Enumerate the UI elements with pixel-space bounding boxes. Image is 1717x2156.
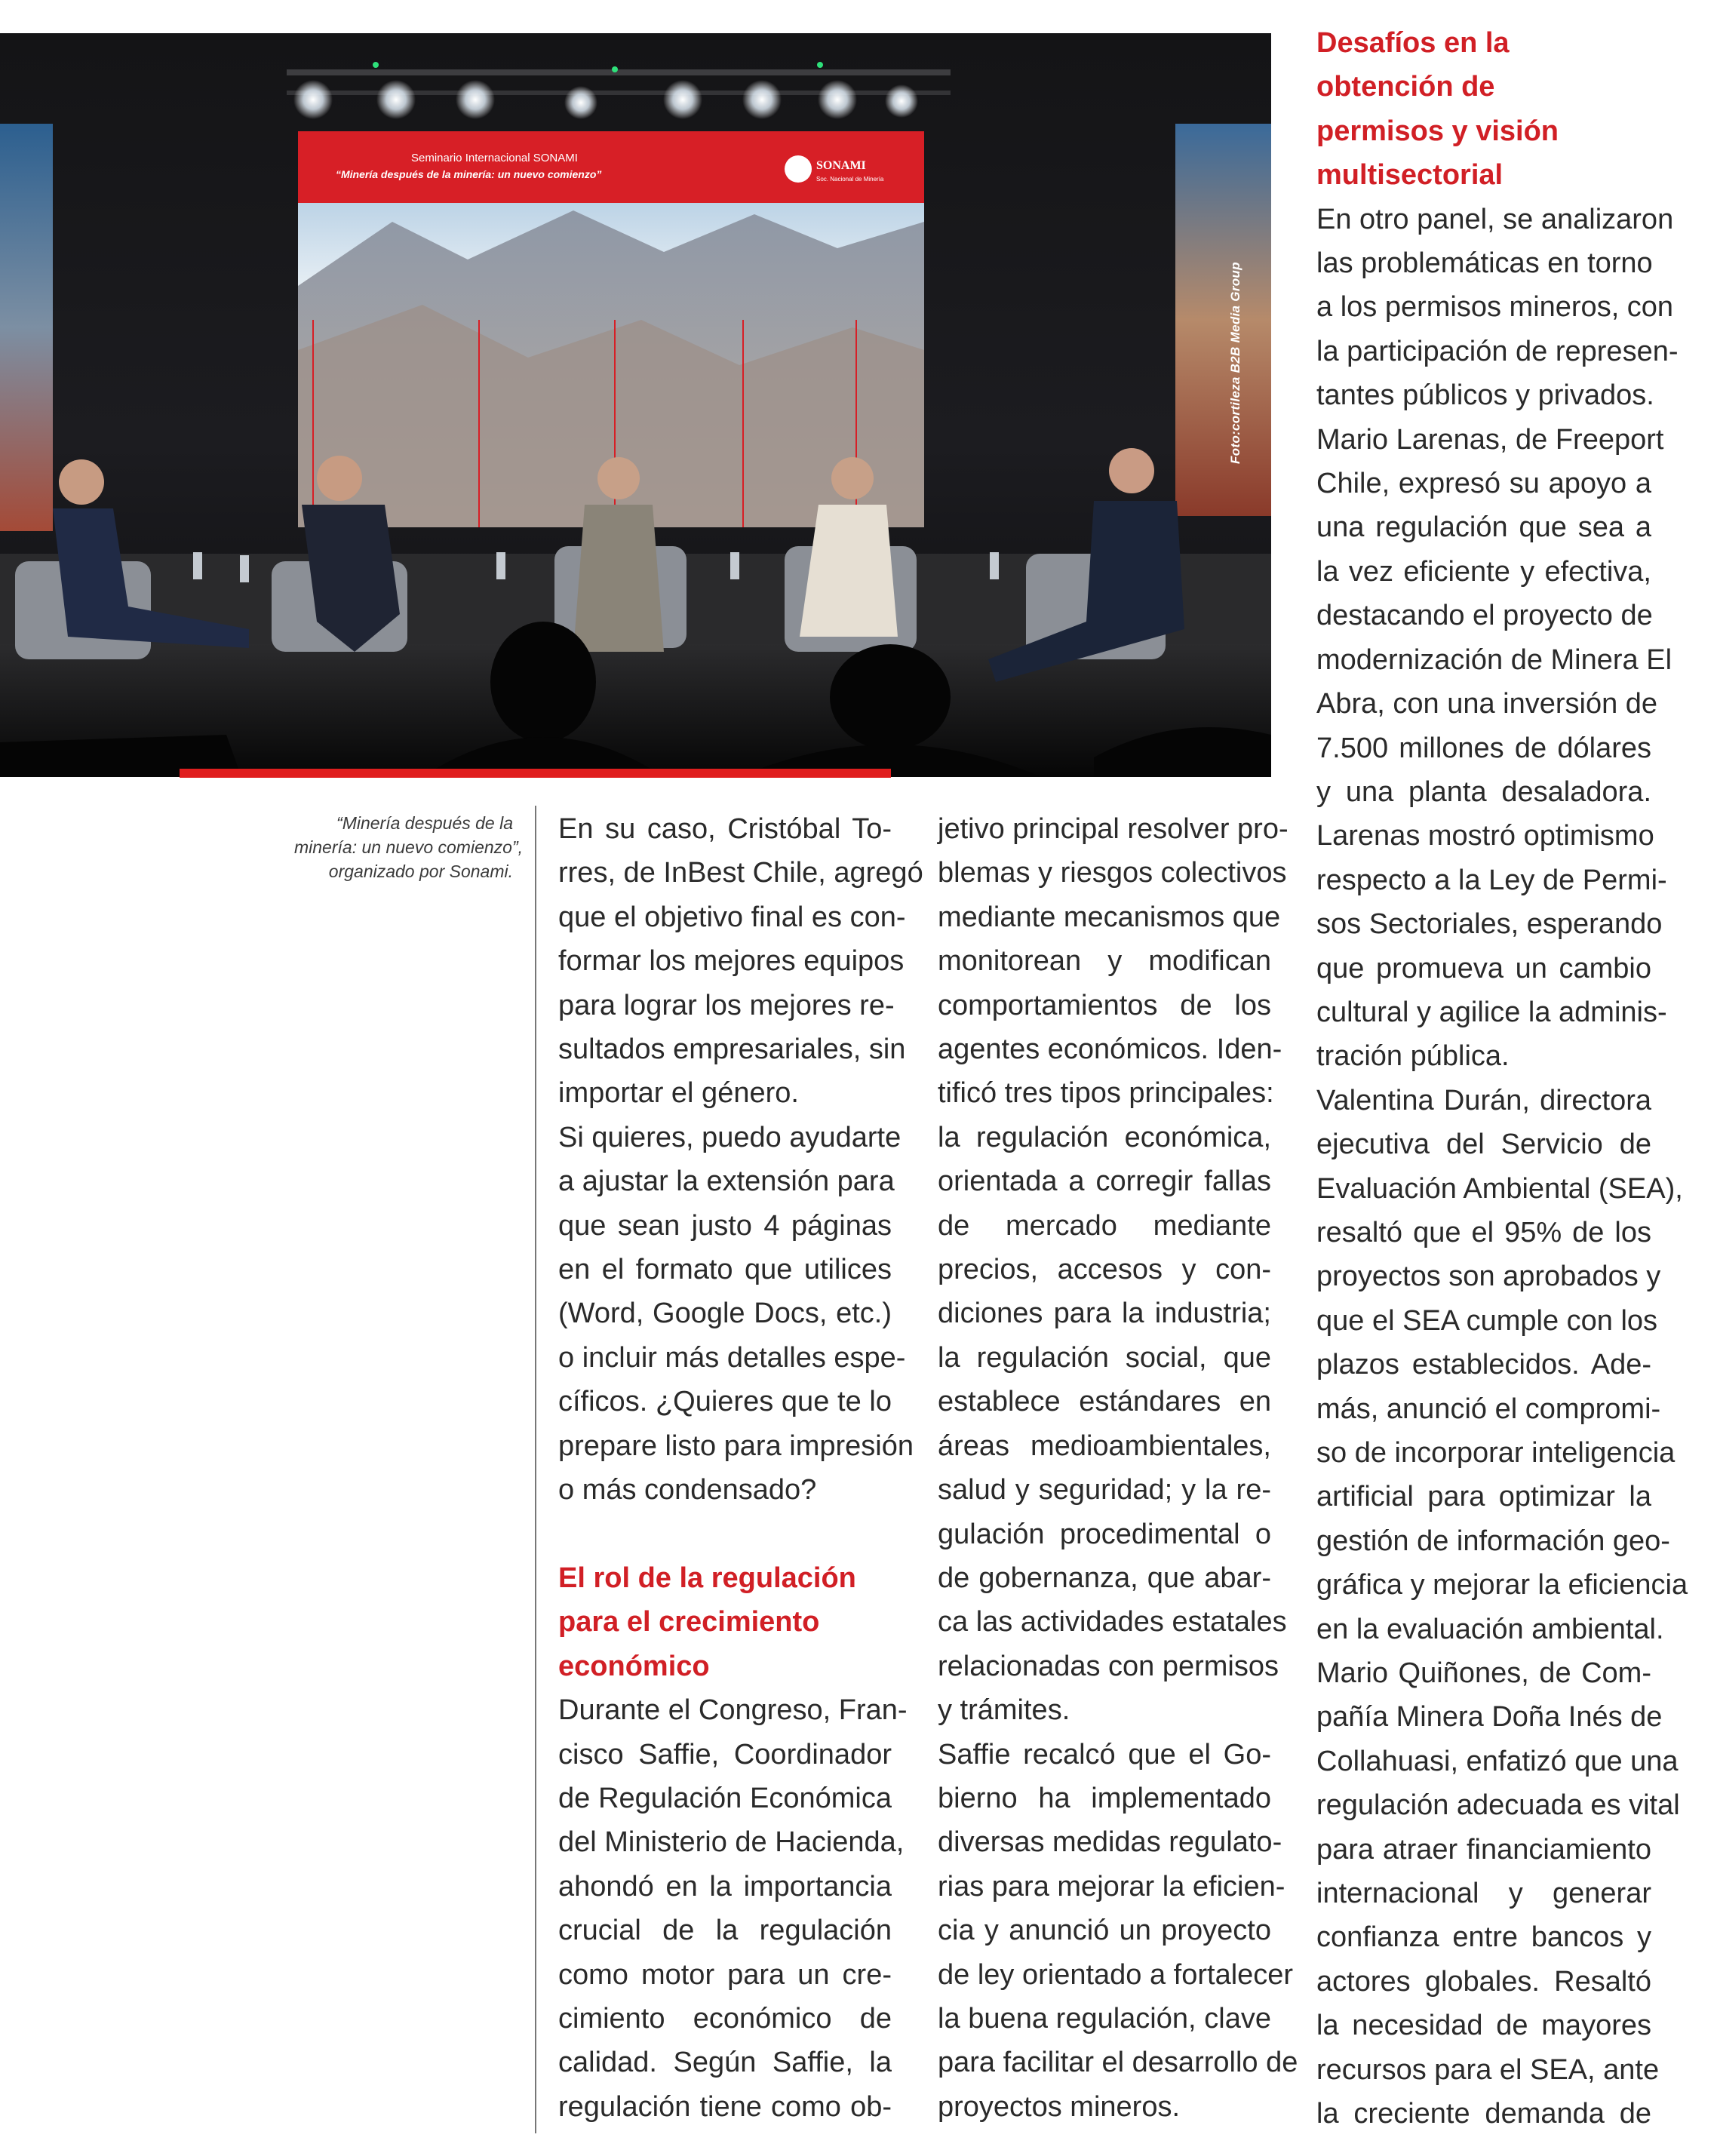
text-line: a ajustar la extensión para (558, 1166, 895, 1198)
text-line: Larenas mostró optimismo (1316, 820, 1654, 852)
text-line: cisco Saffie, Coordinador (558, 1738, 892, 1771)
text-line: relacionadas con permisos (938, 1650, 1279, 1682)
text-line: Collahuasi, enfatizó que una (1316, 1745, 1679, 1777)
text-line: las problemáticas en torno (1316, 247, 1653, 280)
section-heading: para el crecimiento (558, 1606, 820, 1638)
text-line: recursos para el SEA, ante (1316, 2053, 1660, 2086)
caption-line: minería: un nuevo comienzo”, (294, 837, 523, 857)
text-line: En su caso, Cristóbal To- (558, 813, 892, 845)
text-line: En otro panel, se analizaron (1316, 203, 1674, 235)
text-line: Mario Larenas, de Freeport (1316, 423, 1664, 456)
section-heading: El rol de la regulación (558, 1562, 856, 1594)
text-line: salud y seguridad; y la re- (938, 1474, 1271, 1506)
text-line: importar el género. (558, 1077, 799, 1110)
text-line: tantes públicos y privados. (1316, 379, 1654, 412)
text-line: comportamientos de los (938, 989, 1271, 1021)
text-line: Abra, con una inversión de (1316, 688, 1658, 720)
text-line: pañía Minera Doña Inés de (1316, 1701, 1663, 1734)
section-heading: obtención de (1316, 71, 1495, 103)
text-line: diversas medidas regulato- (938, 1826, 1282, 1859)
text-line: regulación adecuada es vital (1316, 1789, 1680, 1822)
text-line: jetivo principal resolver pro- (938, 813, 1289, 845)
text-line: ca las actividades estatales (938, 1606, 1287, 1638)
text-line: o más condensado? (558, 1474, 817, 1506)
text-line: como motor para un cre- (558, 1958, 892, 1991)
section-heading: económico (558, 1650, 710, 1682)
event-photo (0, 33, 1271, 777)
text-line: la creciente demanda de (1316, 2098, 1651, 2130)
text-line: Mario Quiñones, de Com- (1316, 1657, 1651, 1690)
text-line: plazos establecidos. Ade- (1316, 1349, 1651, 1381)
column-divider (535, 806, 536, 2133)
text-line: y trámites. (938, 1694, 1070, 1727)
article-column-1 (558, 807, 923, 2129)
section-heading: Desafíos en la (1316, 27, 1510, 59)
text-line: blemas y riesgos colectivos (938, 857, 1287, 889)
text-line: prepare listo para impresión (558, 1430, 914, 1462)
text-line: internacional y generar (1316, 1878, 1651, 1910)
text-line: modernización de Minera El (1316, 643, 1672, 676)
text-line: Evaluación Ambiental (SEA), (1316, 1172, 1683, 1205)
text-line: la regulación social, que (938, 1341, 1271, 1374)
caption-line: organizado por Sonami. (328, 861, 513, 881)
text-line: proyectos son aprobados y (1316, 1261, 1661, 1293)
text-line: cíficos. ¿Quieres que te lo (558, 1386, 892, 1418)
text-line: formar los mejores equipos (558, 945, 905, 978)
text-line: que promueva un cambio (1316, 952, 1651, 984)
text-line: resaltó que el 95% de los (1316, 1216, 1651, 1248)
text-line: gulación procedimental o (938, 1518, 1271, 1550)
text-line: regulación tiene como ob- (558, 2090, 892, 2123)
text-line: gestión de información geo- (1316, 1525, 1670, 1557)
text-line: ejecutiva del Servicio de (1316, 1129, 1651, 1161)
text-line: para lograr los mejores re- (558, 989, 895, 1021)
text-line: confianza entre bancos y (1316, 1921, 1651, 1954)
text-line: la necesidad de mayores (1316, 2010, 1651, 2042)
caption-line: “Minería después de la (336, 813, 513, 833)
article-column-2 (938, 807, 1298, 2129)
text-line: rres, de InBest Chile, agregó (558, 857, 923, 889)
text-line: tración pública. (1316, 1040, 1510, 1073)
text-line: para facilitar el desarrollo de (938, 2047, 1298, 2079)
screen-subtitle: “Minería después de la minería: un nuevo comienzo” (336, 168, 602, 180)
text-line: calidad. Según Saffie, la (558, 2047, 892, 2079)
text-line: la buena regulación, clave (938, 2002, 1271, 2035)
text-line: establece estándares en (938, 1386, 1271, 1418)
text-line: Chile, expresó su apoyo a (1316, 468, 1651, 500)
text-line: sos Sectoriales, esperando (1316, 908, 1663, 941)
text-line: ahondó en la importancia (558, 1870, 892, 1903)
article-column-3 (1316, 21, 1688, 2136)
sonami-logo-sub: Soc. Nacional de Minería (816, 176, 884, 183)
text-line: actores globales. Resaltó (1316, 1965, 1651, 1998)
text-line: (Word, Google Docs, etc.) (558, 1298, 892, 1330)
text-line: la participación de represen- (1316, 335, 1679, 367)
photo-caption (294, 811, 523, 883)
photo-credit: Foto:cortileza B2B Media Group (1228, 262, 1242, 464)
section-heading: multisectorial (1316, 159, 1504, 192)
text-line: que el objetivo final es con- (558, 901, 906, 933)
text-line: que el SEA cumple con los (1316, 1304, 1658, 1337)
text-line: Si quieres, puedo ayudarte (558, 1121, 902, 1153)
text-line: Durante el Congreso, Fran- (558, 1694, 908, 1727)
text-line: Saffie recalcó que el Go- (938, 1738, 1271, 1771)
text-line: de mercado mediante (938, 1209, 1271, 1242)
text-line: rias para mejorar la eficien- (938, 1870, 1285, 1903)
panel-stage-image (0, 33, 1271, 777)
text-line: de gobernanza, que abar- (938, 1562, 1271, 1594)
text-line: una regulación que sea a (1316, 511, 1651, 544)
text-line: orientada a corregir fallas (938, 1166, 1271, 1198)
text-line: y una planta desaladora. (1316, 775, 1651, 808)
text-line: la regulación económica, (938, 1121, 1271, 1153)
text-line: para atraer financiamiento (1316, 1833, 1651, 1866)
screen-title: Seminario Internacional SONAMI (411, 152, 578, 164)
text-line: precios, accesos y con- (938, 1254, 1271, 1286)
text-line: agentes económicos. Iden- (938, 1033, 1282, 1066)
text-line: que sean justo 4 páginas (558, 1209, 892, 1242)
text-line: a los permisos mineros, con (1316, 291, 1674, 324)
sonami-logo: SONAMI (816, 159, 866, 172)
text-line: respecto a la Ley de Permi- (1316, 864, 1667, 896)
text-line: de ley orientado a fortalecer (938, 1958, 1294, 1991)
text-line: so de incorporar inteligencia (1316, 1437, 1676, 1469)
text-line: destacando el proyecto de (1316, 600, 1653, 632)
text-line: sultados empresariales, sin (558, 1033, 906, 1066)
text-line: en el formato que utilices (558, 1254, 892, 1286)
accent-bar (180, 769, 891, 778)
text-line: en la evaluación ambiental. (1316, 1613, 1664, 1645)
text-line: áreas medioambientales, (938, 1430, 1271, 1462)
text-line: cimiento económico de (558, 2002, 892, 2035)
text-line: la vez eficiente y efectiva, (1316, 555, 1651, 588)
text-line: artificial para optimizar la (1316, 1481, 1651, 1513)
text-line: gráfica y mejorar la eficiencia (1316, 1569, 1688, 1602)
text-line: cia y anunció un proyecto (938, 1915, 1271, 1947)
text-line: mediante mecanismos que (938, 901, 1281, 933)
text-line: o incluir más detalles espe- (558, 1341, 906, 1374)
text-line: bierno ha implementado (938, 1782, 1271, 1814)
text-line: del Ministerio de Hacienda, (558, 1826, 905, 1859)
text-line: cultural y agilice la adminis- (1316, 996, 1667, 1028)
paragraph-gap (558, 1513, 892, 1556)
section-heading: permisos y visión (1316, 115, 1559, 147)
text-line: monitorean y modifican (938, 945, 1271, 978)
text-line: proyectos mineros. (938, 2090, 1181, 2123)
text-line: tificó tres tipos principales: (938, 1077, 1274, 1110)
text-line: Valentina Durán, directora (1316, 1084, 1651, 1116)
text-line: diciones para la industria; (938, 1298, 1271, 1330)
text-line: crucial de la regulación (558, 1915, 892, 1947)
text-line: más, anunció el compromi- (1316, 1393, 1661, 1425)
text-line: 7.500 millones de dólares (1316, 732, 1651, 764)
text-line: de Regulación Económica (558, 1782, 892, 1814)
